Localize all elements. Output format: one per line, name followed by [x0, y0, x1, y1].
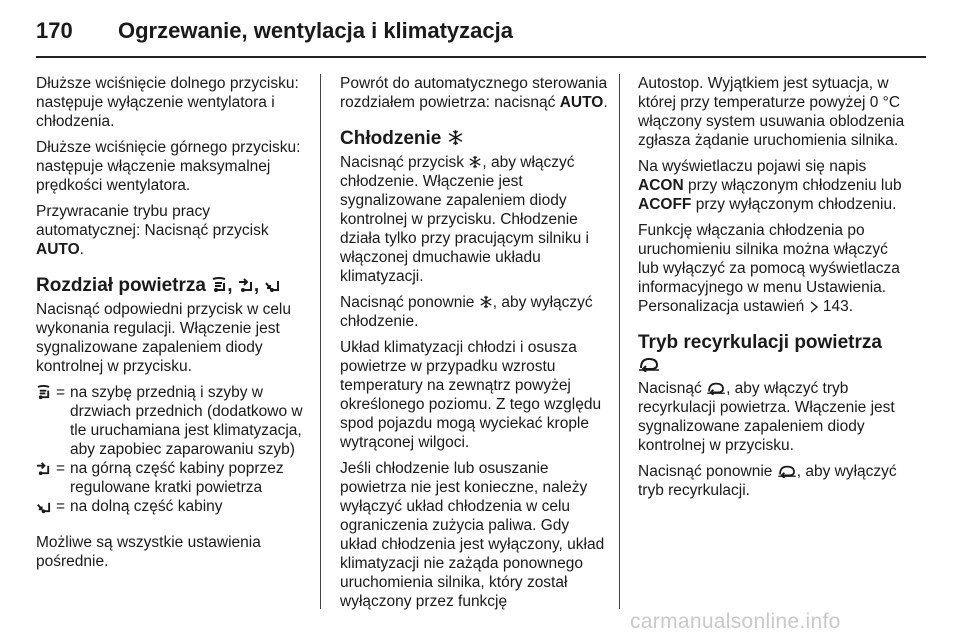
- paragraph: Przywracanie trybu pracy automatycznej: Nacisnąć przycisk AUTO.: [36, 203, 269, 258]
- snowflake-icon: [447, 129, 464, 146]
- page-reference[interactable]: 143: [822, 298, 849, 315]
- upper-cabin-airflow-icon: [36, 461, 51, 476]
- paragraph: Jeśli chłodzenie lub osuszanie powietrza nie jest konieczne, należy wyłączyć układ chłodzenia w celu ograniczenia zużycia paliwa. Gdy układ chłodzenia jest wyłączony, układ klimatyzacji nie zażąda ponownego uruchomienia silnika, który został wyłączony przez funkcję: [340, 460, 605, 610]
- list-item: = na szybę przednią i szyby w drzwiach przednich (dodatkowo w tle uruchamiana jest klimatyzacja, aby zapobiec zaparowaniu szyb): [36, 383, 304, 459]
- recirculation-icon: [638, 356, 660, 372]
- column-divider: [320, 74, 321, 609]
- auto-label: AUTO: [36, 241, 80, 258]
- column-2: [340, 74, 608, 618]
- paragraph: Powrót do automatycznego sterowania rozdziałem powietrza: nacisnąć AUTO.: [340, 75, 608, 111]
- paragraph: Nacisnąć przycisk , aby włączyć chłodzenie. Włączenie jest sygnalizowane zapaleniem diody kontrolnej w przycisku. Chłodzenie działa tylko przy pracującym silniku i włączonej dmuchawie układu klimatyzacji.: [340, 154, 589, 285]
- recirculation-icon: [777, 464, 797, 478]
- snowflake-icon: [468, 155, 482, 169]
- paragraph: Dłuższe wciśnięcie dolnego przycisku: następuje wyłączenie wentylatora i chłodzenia.: [36, 75, 299, 130]
- paragraph: Układ klimatyzacji chłodzi i osusza powietrze w przypadku wzrostu temperatury na zewnątrz powyżej określonego poziomu. Z tego względu spod pojazdu mogą wyciekać krople wytrąconej wilgoci.: [340, 339, 602, 451]
- acoff-label: ACOFF: [638, 196, 692, 213]
- paragraph: Nacisnąć odpowiedni przycisk w celu wykonania regulacji. Włączenie jest sygnalizowane zapaleniem diody kontrolnej w przycisku.: [36, 301, 292, 375]
- windscreen-airflow-icon: [36, 385, 51, 400]
- paragraph: Na wyświetlaczu pojawi się napis ACON przy włączonym chłodzeniu lub ACOFF przy wyłączonym chłodzeniu.: [638, 158, 902, 213]
- paragraph: Nacisnąć ponownie , aby wyłączyć tryb recyrkulacji.: [638, 463, 897, 499]
- page-header: [36, 14, 926, 60]
- snowflake-icon: [479, 295, 493, 309]
- column-divider: [619, 74, 620, 609]
- header-divider: [36, 56, 926, 58]
- acon-label: ACON: [638, 177, 684, 194]
- paragraph: Możliwe są wszystkie ustawienia pośrednie.: [36, 534, 261, 570]
- watermark: carmanualsonline.info: [630, 610, 841, 633]
- windscreen-airflow-icon: [211, 277, 227, 293]
- list-item: = na dolną część kabiny: [36, 497, 304, 519]
- paragraph: Dłuższe wciśnięcie górnego przycisku: następuje włączenie maksymalnej prędkości wentylatora.: [36, 139, 301, 194]
- section-heading-recirculation: Tryb recyrkulacji powietrza: [638, 332, 908, 376]
- upper-cabin-airflow-icon: [238, 277, 254, 293]
- paragraph: Nacisnąć , aby włączyć tryb recyrkulacji powietrza. Włączenie jest sygnalizowane zapaleniem diody kontrolnej w przycisku.: [638, 380, 895, 454]
- section-heading-cooling: Chłodzenie: [340, 128, 608, 150]
- air-distribution-list: [36, 383, 304, 519]
- recirculation-icon: [706, 381, 726, 395]
- paragraph: Nacisnąć ponownie , aby wyłączyć chłodzenie.: [340, 294, 593, 330]
- footwell-airflow-icon: [36, 499, 51, 514]
- footwell-airflow-icon: [264, 277, 280, 293]
- auto-label: AUTO: [559, 94, 604, 111]
- list-item: = na górną część kabiny poprzez regulowane kratki powietrza: [36, 459, 304, 497]
- paragraph: Funkcję włączania chłodzenia po uruchomieniu silnika można włączyć lub wyłączyć za pomocą wyświetlacza informacyjnego w menu Ustawienia. Personalizacja ustawień 143.: [638, 222, 900, 315]
- page-title: Ogrzewanie, wentylacja i klimatyzacja: [118, 18, 513, 43]
- column-3: [638, 74, 908, 507]
- page-number: 170: [36, 18, 73, 43]
- section-heading-air-distribution: Rozdział powietrza , ,: [36, 275, 304, 297]
- paragraph: Autostop. Wyjątkiem jest sytuacja, w której przy temperaturze powyżej 0 °C włączony system usuwania oblodzenia zgłasza żądanie uruchomienia silnika.: [638, 75, 905, 149]
- column-1: [36, 74, 304, 578]
- page-reference-arrow-icon: [809, 301, 819, 313]
